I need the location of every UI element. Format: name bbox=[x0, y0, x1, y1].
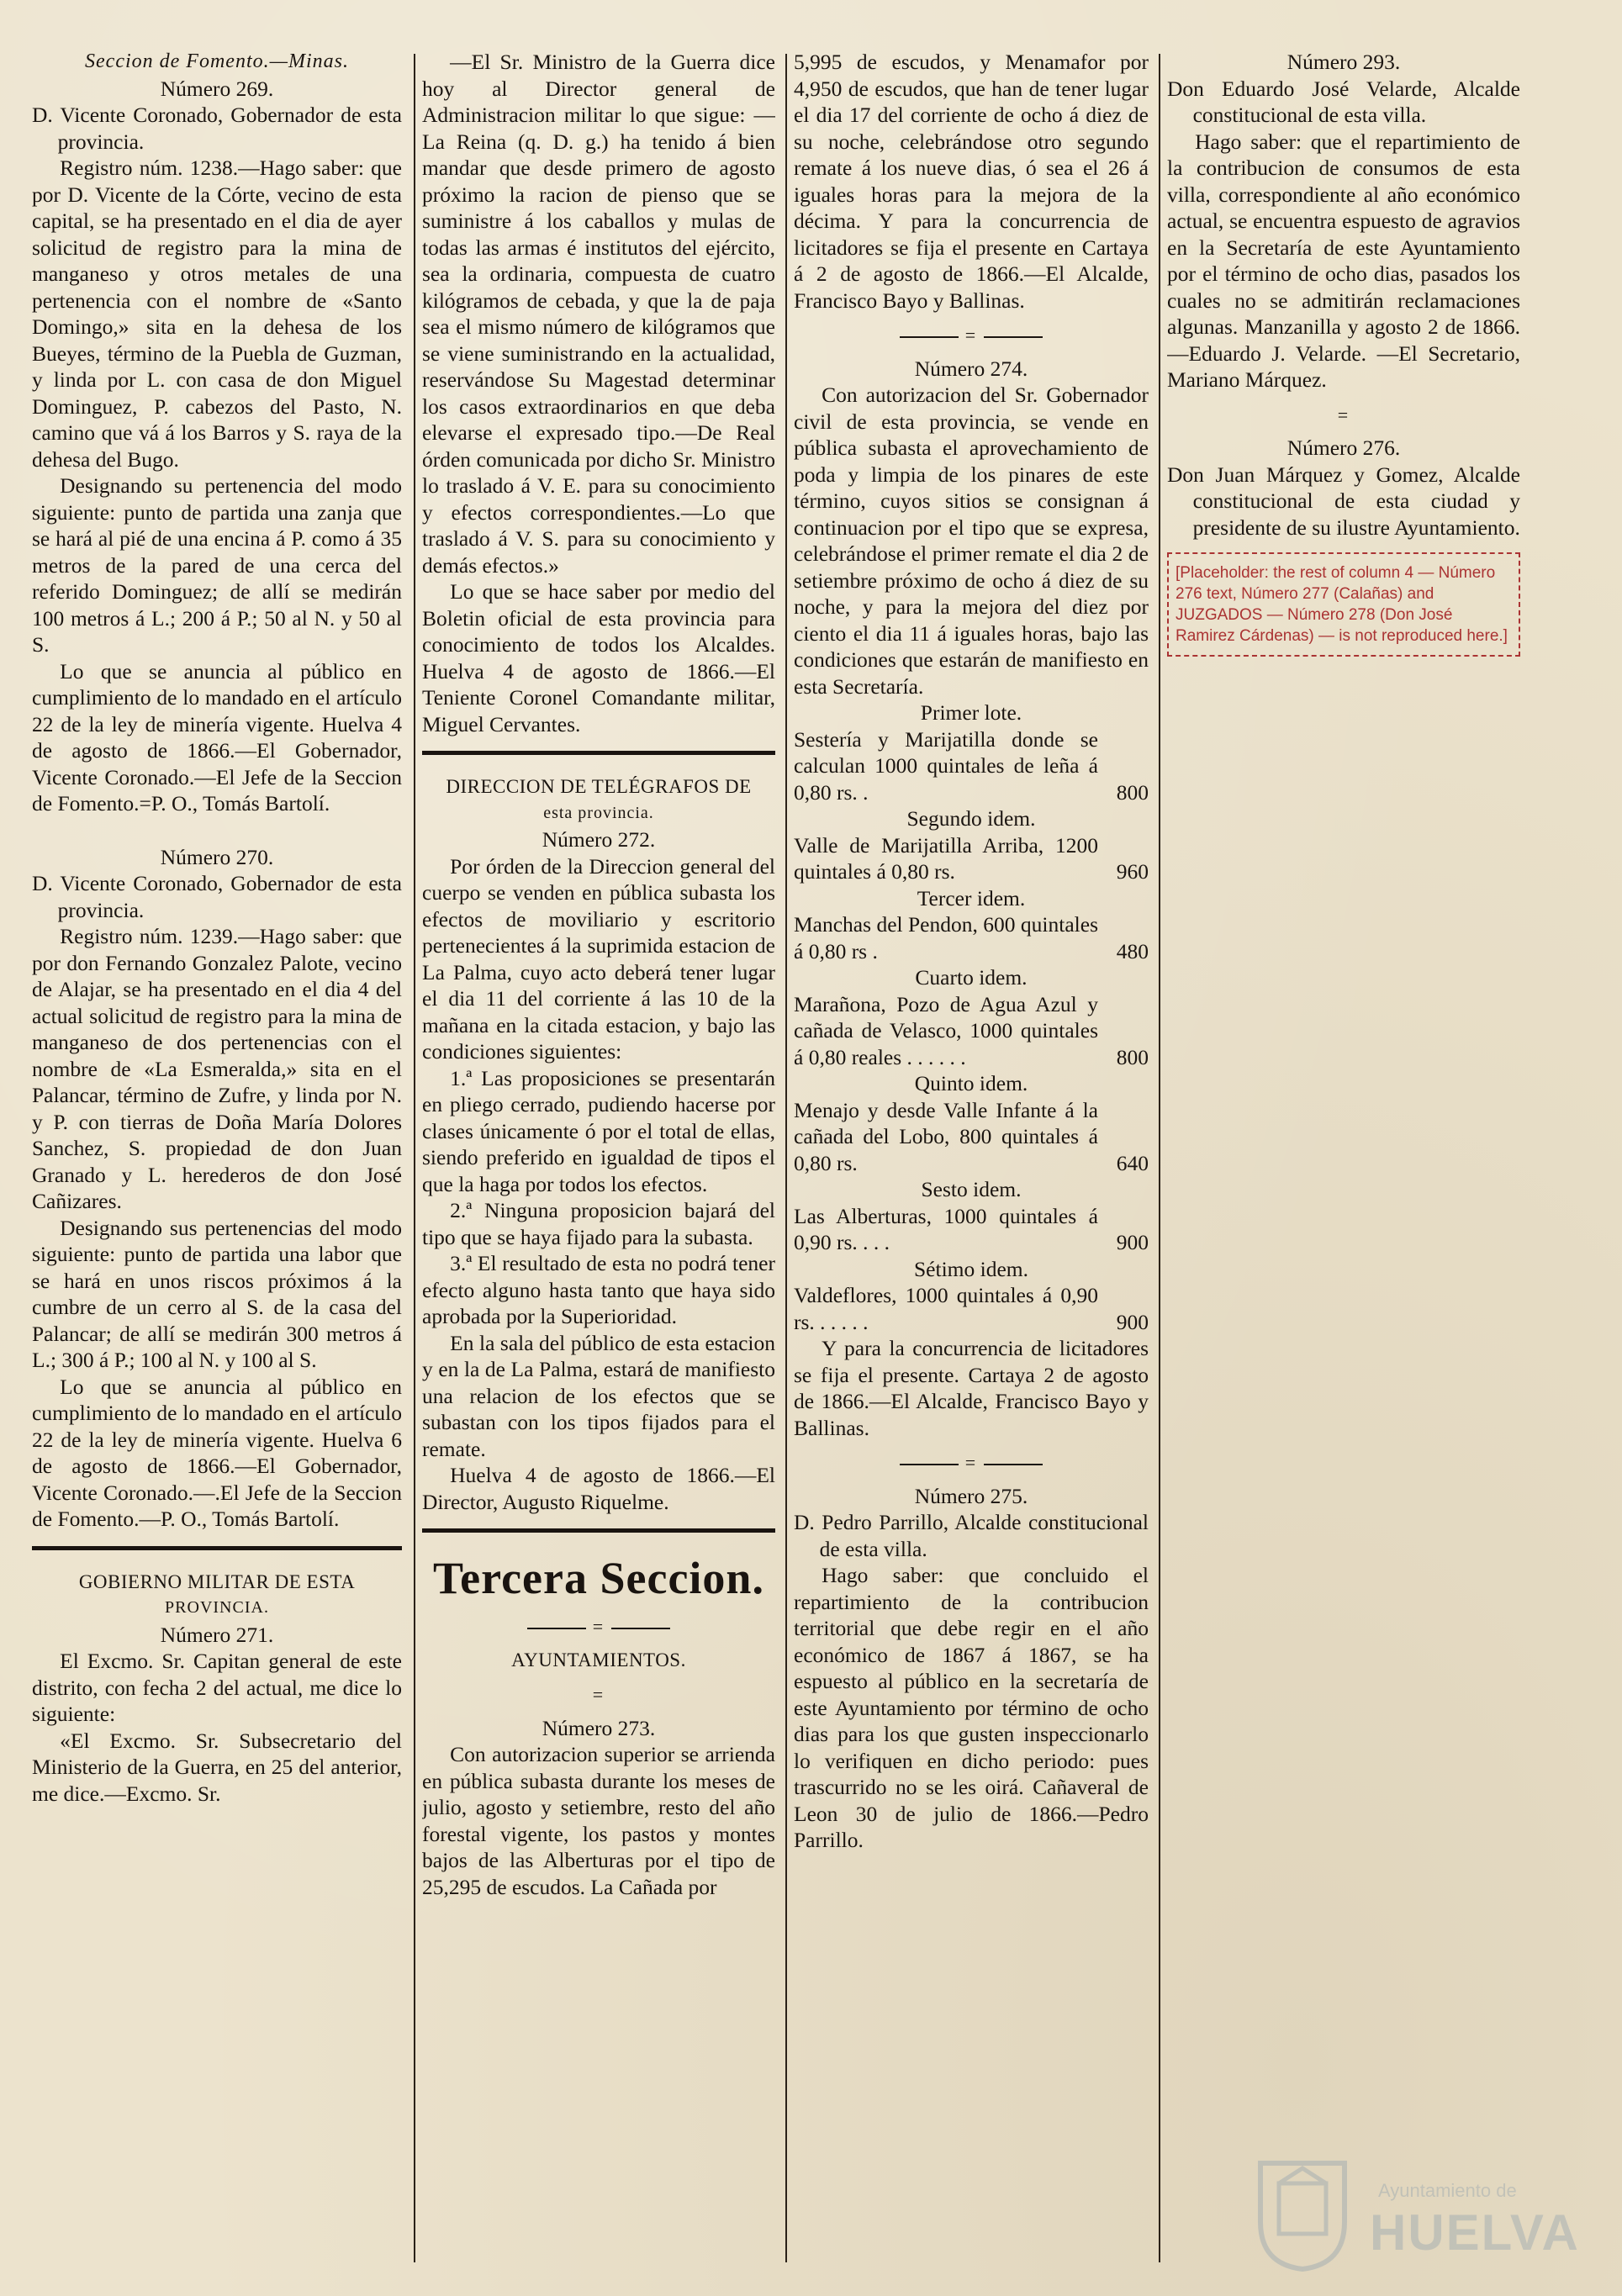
lot-amount: 800 bbox=[1116, 1044, 1149, 1069]
section-heading: DIRECCION DE TELÉGRAFOS DE bbox=[446, 776, 752, 797]
notice-text: 3.ª El resultado de esta no podrá tener efecto alguno hasta tanto que haya sido aprobada por la Superioridad. bbox=[422, 1251, 775, 1328]
ornament-rule: = bbox=[592, 1684, 605, 1705]
notice-text: Registro núm. 1239.—Hago saber: que por don Fernando Gonzalez Palote, vecino de Alajar, se ha presentado en el dia 4 del actual solicitud de registro para la mina de manganeso de dos pertenencias con el nombre de «La Esmeralda,» sita en el Palancar, término de Zufre, y linda por N. y P. con tierras de Doña María Dolores Sanchez, S. propiedad de don Juan Granado y L. herederos de don José Cañizares. bbox=[32, 924, 402, 1213]
lot-description: Las Alberturas, 1000 quintales á 0,90 rs. . . . bbox=[794, 1203, 1098, 1254]
lot-amount: 900 bbox=[1116, 1309, 1149, 1334]
section-rule bbox=[422, 1528, 775, 1533]
lot-amount: 640 bbox=[1116, 1150, 1149, 1175]
notice-number: Número 273. bbox=[542, 1715, 656, 1740]
notice-text: Por órden de la Direccion general del cuerpo se venden en pública subasta los efectos de moviliario y escritorio pertenecientes á la suprimida estacion de La Palma, cuyo acto deberá tener lugar el dia 11 del corriente á las 10 de la mañana en la citada estacion, y bajo las condiciones siguientes: bbox=[422, 853, 775, 1064]
notice-number: Número 276. bbox=[1287, 435, 1401, 460]
notice-number: Número 275. bbox=[914, 1483, 1028, 1508]
notice-head: D. Vicente Coronado, Gobernador de esta provincia. bbox=[32, 871, 402, 922]
lot-amount: 800 bbox=[1116, 779, 1149, 805]
lot-description: Marañona, Pozo de Agua Azul y cañada de Velasco, 1000 quintales á 0,80 reales . . . . . . bbox=[794, 991, 1098, 1069]
lot-row bbox=[794, 1097, 1149, 1177]
column-1 bbox=[32, 49, 402, 2262]
notice-head: D. Pedro Parrillo, Alcalde constitucional de esta villa. bbox=[794, 1510, 1149, 1561]
lot-title: Sesto idem. bbox=[921, 1177, 1022, 1201]
notice-text: Hago saber: que concluido el repartimiento de la contribucion territorial que debe regir en el año económico de 1867 á 1867, se ha espuesto al público en la secretaría de este Ayuntamiento por término de ocho dias para los que gusten inspeccionarlo lo verifiquen en dicho periodo: pues trascurrido no se les oirá. Cañaveral de Leon 30 de julio de 1866.—Pedro Parrillo. bbox=[794, 1563, 1149, 1852]
section-title: Seccion de Fomento.—Minas. bbox=[85, 50, 349, 72]
section-title-large: Tercera Seccion. bbox=[433, 1553, 764, 1603]
notice-number: Número 270. bbox=[160, 844, 274, 869]
notice-head: Don Juan Márquez y Gomez, Alcalde constitucional de esta ciudad y presidente de su ilustre Ayuntamiento. bbox=[1167, 462, 1520, 540]
lot-row bbox=[794, 1282, 1149, 1335]
notice-text: Registro núm. 1238.—Hago saber: que por D. Vicente de la Córte, vecino de esta capital, se ha presentado en el dia de ayer solicitud de registro para la mina de manganeso y otros metales de una pertenencia con el nombre de «Santo Domingo,» sita en la dehesa de los Bueyes, término de la Puebla de Guzman, y linda por L. con casa de don Miguel Dominguez, P. cabezos del Pasto, N. camino que vá á los Barros y S. raya de la dehesa del Bugo. bbox=[32, 156, 402, 472]
notice-text: 1.ª Las proposiciones se presentarán en pliego cerrado, pudiendo hacerse por clases únicamente ó por el total de ellas, siendo preferido en igualdad de tipos el que la haga por todos los efectos. bbox=[422, 1065, 775, 1196]
column-rule bbox=[1159, 54, 1160, 2262]
notice-text: Lo que se hace saber por medio del Boletin oficial de esta provincia para conocimiento de todos los Alcaldes. Huelva 4 de agosto de 1866.—El Teniente Coronel Comandante militar, Miguel Cervantes. bbox=[422, 579, 775, 736]
lot-row bbox=[794, 832, 1149, 885]
lot-title: Tercer idem. bbox=[917, 885, 1026, 910]
notice-text: Huelva 4 de agosto de 1866.—El Director, Augusto Riquelme. bbox=[422, 1463, 775, 1514]
lot-amount: 480 bbox=[1116, 938, 1149, 963]
notice-text: Hago saber: que el repartimiento de la contribucion de consumos de esta villa, correspondiente al año económico actual, se encuentra espuesto de agravios en la Secretaría de este Ayuntamiento por el término de ocho dias, pasados los cuales no se admitirán reclamaciones algunas. Manzanilla y agosto 2 de 1866.—Eduardo J. Velarde. —El Secretario, Mariano Márquez. bbox=[1167, 129, 1520, 392]
ornament-rule: = bbox=[794, 322, 1149, 349]
notice-text: 5,995 de escudos, y Menamafor por 4,950 de escudos, que han de tener lugar el dia 17 del corriente de ocho á diez de su noche, celebrándose otro segundo remate á los nueve dias, ó sea el 26 á iguales horas para la mejora de la décima. Y para la concurrencia de licitadores se fija el presente en Cartaya á 2 de agosto de 1866.—El Alcalde, Francisco Bayo y Ballinas. bbox=[794, 50, 1149, 313]
lot-description: Valdeflores, 1000 quintales á 0,90 rs. . . . . . bbox=[794, 1283, 1098, 1334]
notice-text: Lo que se anuncia al público en cumplimiento de lo mandado en el artículo 22 de la ley de minería vigente. Huelva 4 de agosto de 1866.—El Gobernador, Vicente Coronado.—El Jefe de la Seccion de Fomento.=P. O., Tomás Bartolí. bbox=[32, 658, 402, 815]
column-rule bbox=[414, 54, 415, 2262]
lot-description: Valle de Marijatilla Arriba, 1200 quintales á 0,80 rs. bbox=[794, 832, 1098, 884]
lot-amount: 900 bbox=[1116, 1230, 1149, 1254]
notice-text: Con autorizacion superior se arrienda en pública subasta durante los meses de julio, agosto y setiembre, resto del año forestal vigente, los pastos y montes bajos de las Alberturas por el tipo de 25,295 de escudos. La Cañada por bbox=[422, 1742, 775, 1899]
notice-number: Número 274. bbox=[914, 356, 1028, 381]
section-subheading: PROVINCIA. bbox=[165, 1598, 269, 1617]
section-rule bbox=[32, 1546, 402, 1550]
lot-row bbox=[794, 726, 1149, 806]
lot-title: Cuarto idem. bbox=[915, 965, 1028, 990]
notice-text: Designando su pertenencia del modo siguiente: punto de partida una zanja que se hará al pié de una encina á P. como á 35 metros de la pared de una cerca del referido Dominguez; de allí se medirán 100 metros á L.; 200 á P.; 50 al N. y 50 al S. bbox=[32, 473, 402, 657]
omitted-text-placeholder: [Placeholder: the rest of column 4 — Número 276 text, Número 277 (Calañas) and JUZGADOS — Número 278 (Don José Ramirez Cárdenas) — is not reproduced here.] bbox=[1167, 552, 1520, 657]
notice-number: Número 293. bbox=[1287, 50, 1401, 74]
lot-title: Quinto idem. bbox=[914, 1071, 1028, 1095]
section-subheading: esta provincia. bbox=[543, 803, 654, 822]
notice-text: Designando sus pertenencias del modo siguiente: punto de partida una labor que se hará en unos riscos próximos á la cumbre de un cerro al S. de la casa del Palancar; de allí se medirán 300 metros á L.; 300 á P.; 100 al N. y 100 al S. bbox=[32, 1215, 402, 1372]
notice-text: «El Excmo. Sr. Subsecretario del Ministerio de la Guerra, en 25 del anterior, me dice.—Excmo. Sr. bbox=[32, 1728, 402, 1806]
lot-title: Sétimo idem. bbox=[914, 1256, 1028, 1281]
ornament-rule: = bbox=[794, 1449, 1149, 1476]
column-2 bbox=[422, 49, 775, 2262]
notice-text: Con autorizacion del Sr. Gobernador civil de esta provincia, se vende en pública subasta el aprovechamiento de poda y limpia de los pinares de este término, cuyos sitios se consignan á continuacion por el tipo que se expresa, celebrándose el primer remate el dia 2 de setiembre próximo de ocho á diez de su noche, y para la mejora del diez por ciento el dia 11 á iguales horas, bajo las condiciones que estarán de manifiesto en esta Secretaría. bbox=[794, 383, 1149, 699]
notice-head: D. Vicente Coronado, Gobernador de esta provincia. bbox=[32, 103, 402, 154]
ornament-rule: = bbox=[1337, 404, 1350, 425]
lot-title: Segundo idem. bbox=[906, 806, 1036, 831]
notice-text: —El Sr. Ministro de la Guerra dice hoy al Director general de Administracion militar lo que sigue: —La Reina (q. D. g.) ha tenido á bien mandar que desde primero de agosto próximo la racion de pienso que se suministre á los caballos y mulas de todas las armas é institutos del ejército, sea la ordinaria, compuesta de cuatro kilógramos de cebada, y que la de paja sea el mismo número de kilógramos que se viene suministrando en la actualidad, reservándose Su Magestad determinar los casos extraordinarios en que deba elevarse el expresado tipo.—De Real órden comunicada por dicho Sr. Ministro lo traslado á V. E. para su conocimiento y efectos correspondientes.—Lo que traslado á V. S. para su conocimiento y demás efectos.» bbox=[422, 50, 775, 578]
notice-head: Don Eduardo José Velarde, Alcalde constitucional de esta villa. bbox=[1167, 76, 1520, 127]
coat-of-arms-icon bbox=[1252, 2155, 1353, 2272]
column-rule bbox=[785, 54, 787, 2262]
notice-text: Lo que se anuncia al público en cumplimiento de lo mandado en el artículo 22 de la ley de minería vigente. Huelva 6 de agosto de 1866.—El Gobernador, Vicente Coronado.—.El Jefe de la Seccion de Fomento.—P. O., Tomás Bartolí. bbox=[32, 1374, 402, 1531]
notice-number: Número 271. bbox=[160, 1622, 274, 1647]
lot-amount: 960 bbox=[1116, 859, 1149, 884]
column-3 bbox=[794, 49, 1149, 2262]
notice-number: Número 272. bbox=[542, 827, 656, 852]
notice-text: Y para la concurrencia de licitadores se fija el presente. Cartaya 2 de agosto de 1866.—El Alcalde, Francisco Bayo y Ballinas. bbox=[794, 1336, 1149, 1440]
lot-row bbox=[794, 1203, 1149, 1256]
section-heading: GOBIERNO MILITAR DE ESTA bbox=[78, 1570, 356, 1592]
column-4 bbox=[1167, 49, 1520, 2262]
lot-description: Sestería y Marijatilla donde se calculan 1000 quintales de leña á 0,80 rs. . bbox=[794, 726, 1098, 805]
watermark-brand: HUELVA bbox=[1370, 2204, 1580, 2261]
section-heading: AYUNTAMIENTOS. bbox=[511, 1649, 686, 1671]
watermark-label: Ayuntamiento de bbox=[1378, 2180, 1517, 2201]
lot-row bbox=[794, 911, 1149, 964]
notice-number: Número 269. bbox=[160, 76, 274, 101]
lot-title: Primer lote. bbox=[920, 700, 1022, 725]
lot-description: Menajo y desde Valle Infante á la cañada del Lobo, 800 quintales á 0,80 rs. bbox=[794, 1097, 1098, 1175]
notice-text: El Excmo. Sr. Capitan general de este distrito, con fecha 2 del actual, me dice lo siguiente: bbox=[32, 1649, 402, 1726]
ornament-rule: = bbox=[422, 1613, 775, 1640]
section-rule bbox=[422, 751, 775, 755]
lot-list bbox=[794, 699, 1149, 1335]
watermark-logo bbox=[1252, 2155, 1580, 2272]
notice-text: 2.ª Ninguna proposicion bajará del tipo que se haya fijado para la subasta. bbox=[422, 1198, 775, 1249]
lot-description: Manchas del Pendon, 600 quintales á 0,80 rs . bbox=[794, 912, 1098, 963]
lot-row bbox=[794, 991, 1149, 1071]
notice-text: En la sala del público de esta estacion y en la de La Palma, estará de manifiesto una relacion de los efectos que se subastan con los tipos fijados para el remate. bbox=[422, 1330, 775, 1461]
